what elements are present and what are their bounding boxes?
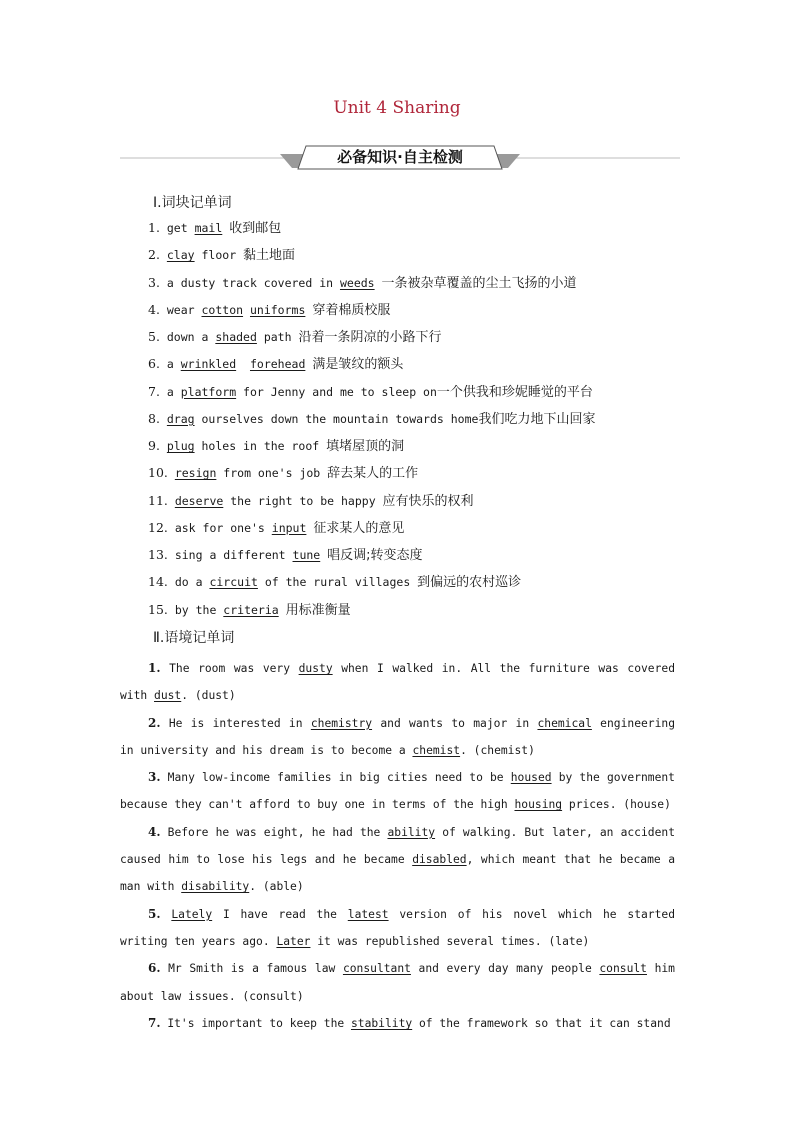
banner-title: 必备知识·自主检测 (337, 148, 463, 166)
page-title: Unit 4 Sharing (333, 98, 461, 118)
vocab-item (148, 245, 595, 272)
vocab-translation: 穿着棉质校服 (312, 302, 391, 318)
vocab-text: a dusty track covered in (166, 275, 340, 290)
vocab-translation: 沿着一条阴凉的小路下行 (298, 330, 442, 345)
paragraph-text: I have read the (212, 907, 348, 921)
vocab-keyword: forehead (249, 357, 306, 372)
vocab-item (148, 354, 595, 381)
vocab-text: floor (194, 248, 244, 263)
vocab-translation: 一条被杂草覆盖的尘土飞扬的小道 (381, 275, 577, 291)
vocab-keyword: input (271, 520, 307, 535)
vocab-number: 10. (148, 465, 168, 481)
vocab-item (148, 273, 595, 300)
paragraph-text: of walking. But later, an accident caused him to lose his legs and he became (120, 825, 675, 867)
answer-word: Later (276, 934, 311, 948)
vocab-text: from one's job (216, 466, 328, 481)
paragraph-text: it was republished several times. (late) (310, 934, 590, 948)
vocab-item (148, 572, 595, 599)
answer-word: consultant (342, 962, 411, 976)
vocab-keyword: cotton (201, 302, 244, 317)
vocab-item (148, 218, 595, 245)
vocab-text: down a (166, 330, 216, 344)
vocab-number: 6. (148, 356, 160, 372)
vocab-translation: 用标准衡量 (285, 602, 351, 618)
answer-word: stability (350, 1016, 413, 1030)
answer-word: dusty (298, 662, 333, 675)
vocab-number: 7. (148, 383, 160, 399)
context-paragraph (120, 819, 675, 901)
vocab-translation: 我们吃力地下山回家 (478, 411, 596, 427)
paragraph-number: 3. (148, 770, 161, 785)
vocab-keyword: deserve (174, 493, 224, 508)
answer-word: latest (347, 907, 389, 921)
paragraph-text: by the government because they can't afford to buy one in terms of the high (120, 771, 675, 812)
vocab-item (148, 327, 595, 354)
paragraph-text: , which meant that he became a man with (120, 853, 675, 894)
answer-word: housing (514, 798, 563, 812)
paragraph-text: when I walked in. All the furniture was covered with (120, 662, 675, 703)
section-banner (120, 142, 680, 174)
paragraph-text: Mr Smith is a famous law (160, 962, 343, 976)
paragraph-number: 7. (148, 1015, 161, 1030)
vocab-text: wear (166, 302, 202, 317)
vocab-number: 15. (148, 601, 168, 617)
vocab-text: the right to be happy (223, 493, 383, 508)
answer-word: chemistry (310, 716, 373, 730)
vocab-item (148, 600, 595, 627)
vocab-keyword: tune (292, 548, 321, 562)
context-paragraph (120, 710, 675, 765)
vocab-item (148, 300, 595, 327)
vocab-text: a (166, 357, 181, 372)
vocab-text: ask for one's (174, 520, 272, 535)
answer-word: chemical (537, 716, 592, 730)
vocab-text: a (166, 384, 181, 399)
vocab-number: 14. (148, 574, 168, 590)
vocab-text: do a (174, 575, 210, 590)
context-paragraph (120, 901, 675, 956)
vocab-translation: 填堵屋顶的洞 (326, 439, 405, 454)
vocab-keyword: uniforms (249, 302, 306, 317)
paragraph-text: of the framework so that it can stand (412, 1016, 671, 1030)
paragraph-text: He is interested in (160, 716, 311, 730)
paragraph-text (161, 908, 172, 921)
vocab-text: sing a different (174, 548, 293, 562)
answer-word: Lately (171, 907, 213, 921)
paragraph-text: Before he was eight, he had the (160, 825, 388, 839)
vocab-list (148, 218, 595, 627)
vocab-item (148, 545, 595, 572)
paragraph-text: version of his novel which he started writing ten years ago. (120, 907, 676, 948)
vocab-text: ourselves down the mountain towards home (194, 411, 479, 426)
vocab-text: of the rural villages (257, 575, 418, 590)
vocab-text: get (166, 221, 195, 235)
context-paragraph (120, 1010, 675, 1037)
vocab-number: 5. (148, 329, 160, 344)
vocab-translation: 征求某人的意见 (313, 520, 405, 536)
paragraph-number: 5. (148, 906, 161, 921)
paragraph-text: It's important to keep the (160, 1016, 351, 1030)
vocab-text: holes in the roof (194, 439, 327, 453)
context-paragraphs (120, 655, 675, 1037)
answer-word: consult (599, 962, 647, 976)
vocab-translation: 辞去某人的工作 (327, 466, 419, 482)
vocab-keyword: weeds (339, 275, 375, 290)
vocab-number: 8. (148, 410, 160, 426)
vocab-keyword: circuit (209, 575, 258, 590)
vocab-keyword: plug (166, 439, 195, 453)
vocab-item (148, 491, 595, 518)
answer-word: disability (181, 880, 250, 894)
vocab-translation: 满是皱纹的额头 (312, 357, 404, 373)
vocab-text (279, 603, 286, 617)
section-heading-1: Ⅰ.词块记单词 (153, 195, 232, 211)
vocab-translation: 唱反调;转变态度 (327, 548, 423, 563)
context-paragraph (120, 955, 675, 1010)
vocab-item (148, 382, 595, 409)
answer-word: chemist (412, 743, 461, 757)
paragraph-text: him about law issues. (consult) (120, 962, 675, 1003)
vocab-item (148, 463, 595, 490)
vocab-text: path (256, 330, 299, 344)
vocab-item (148, 518, 595, 545)
vocab-translation: 应有快乐的权利 (382, 493, 474, 509)
vocab-keyword: platform (180, 384, 237, 399)
paragraph-text: The room was very (160, 662, 299, 675)
vocab-translation: 黏土地面 (243, 248, 296, 264)
paragraph-text: prices. (house) (562, 798, 671, 812)
paragraph-number: 6. (148, 961, 161, 976)
paragraph-text: . (able) (249, 880, 304, 894)
paragraph-text: and every day many people (410, 962, 600, 976)
vocab-number: 13. (148, 547, 168, 562)
vocab-translation: 收到邮包 (229, 221, 282, 236)
paragraph-text: Many low-income families in big cities need to be (160, 771, 511, 785)
vocab-number: 9. (148, 438, 160, 453)
answer-word: disabled (412, 853, 467, 867)
section-heading-2: Ⅱ.语境记单词 (153, 630, 235, 646)
vocab-keyword: clay (166, 248, 195, 263)
context-paragraph (120, 655, 675, 710)
vocab-text: for Jenny and me to sleep on (236, 384, 437, 399)
paragraph-number: 1. (148, 661, 161, 675)
paragraph-text: engineering in university and his dream is to become a (120, 716, 676, 757)
paragraph-number: 4. (148, 824, 161, 839)
vocab-text: by the (174, 602, 224, 617)
vocab-number: 4. (148, 301, 160, 317)
vocab-text (375, 276, 382, 290)
paragraph-number: 2. (148, 715, 161, 730)
vocab-text (243, 303, 250, 317)
paragraph-text: . (chemist) (460, 743, 535, 757)
vocab-keyword: wrinkled (180, 357, 237, 372)
answer-word: ability (387, 825, 436, 839)
vocab-translation: 到偏远的农村巡诊 (417, 575, 522, 591)
vocab-item (148, 409, 595, 436)
vocab-keyword: criteria (223, 602, 279, 617)
vocab-number: 2. (148, 247, 160, 263)
paragraph-text: and wants to major in (372, 716, 538, 730)
vocab-item (148, 436, 595, 463)
vocab-keyword: shaded (215, 330, 257, 344)
vocab-keyword: drag (166, 411, 195, 426)
vocab-number: 1. (148, 220, 160, 235)
vocab-number: 11. (148, 492, 168, 508)
context-paragraph (120, 764, 675, 819)
vocab-keyword: mail (194, 221, 223, 235)
vocab-translation: 一个供我和珍妮睡觉的平台 (436, 384, 593, 400)
vocab-number: 3. (148, 274, 160, 290)
answer-word: dust (154, 689, 182, 703)
vocab-keyword: resign (174, 466, 217, 481)
paragraph-text: . (dust) (181, 689, 236, 703)
vocab-text (236, 357, 250, 371)
answer-word: housed (510, 771, 552, 785)
vocab-number: 12. (148, 519, 168, 535)
